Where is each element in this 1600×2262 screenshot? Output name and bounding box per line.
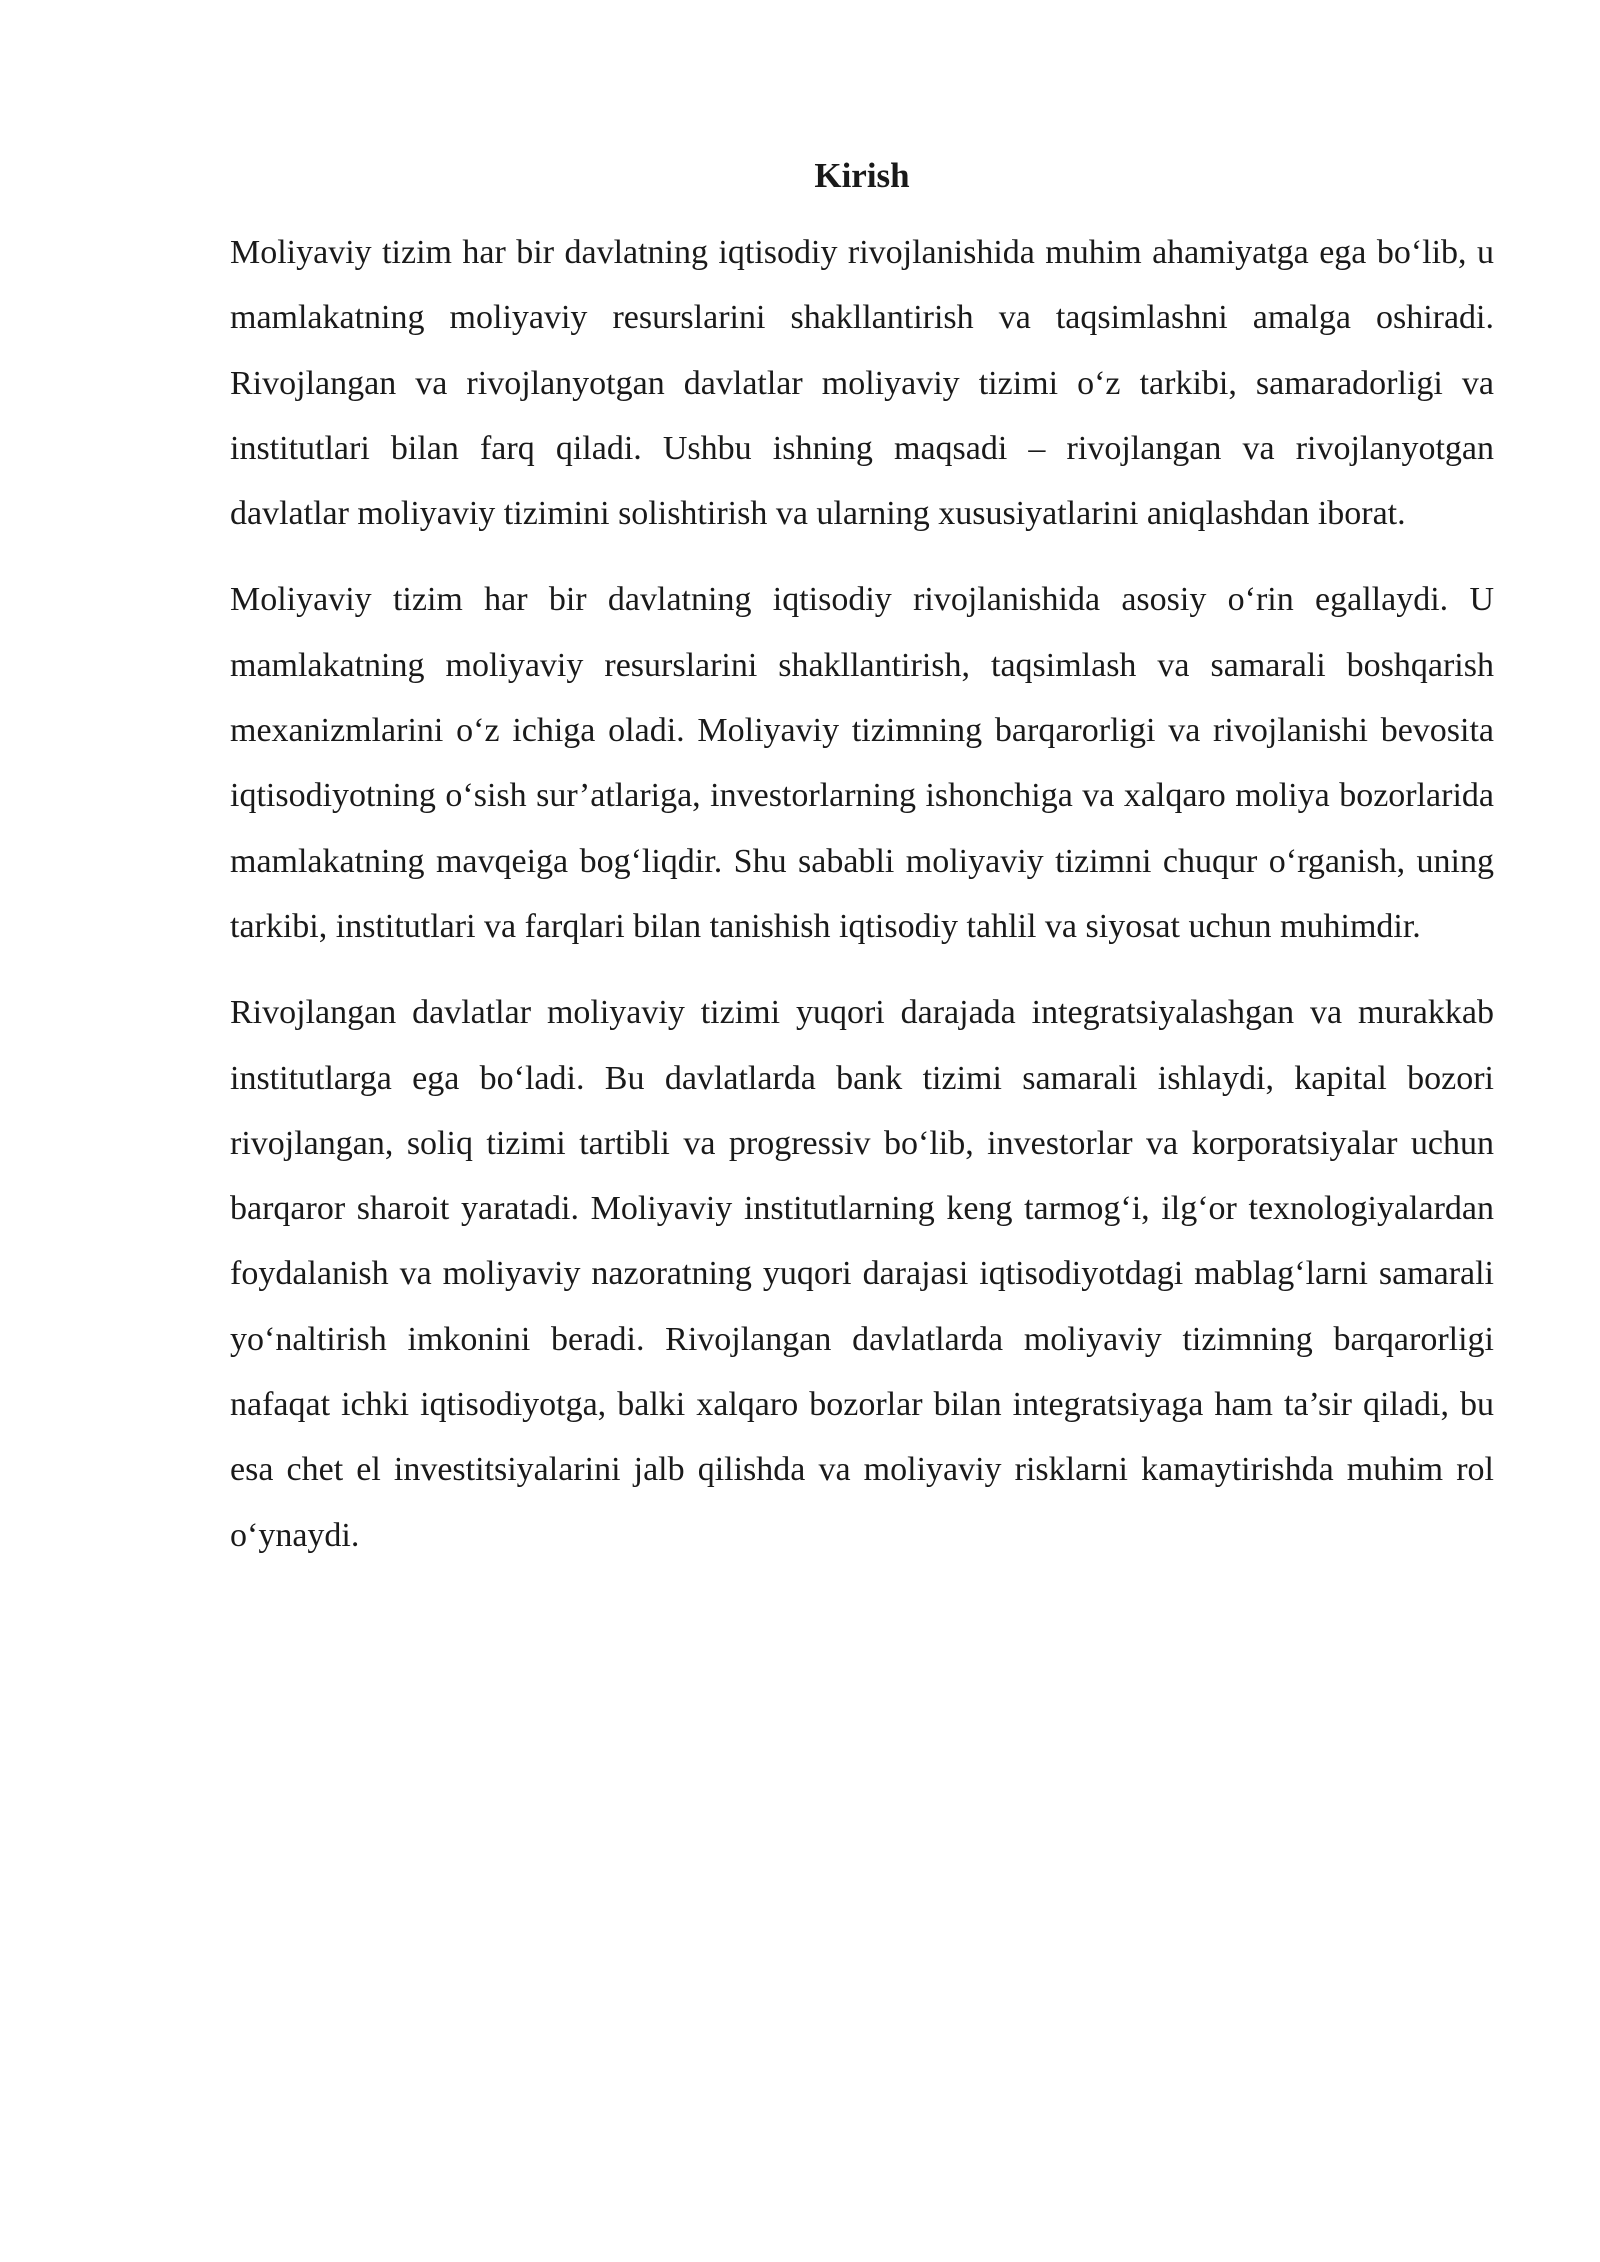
document-body — [230, 148, 1494, 1589]
paragraph-2: Moliyaviy tizim har bir davlatning iqtisodiy rivojlanishida asosiy o‘rin egallaydi. U mamlakatning moliyaviy resurslarini shakllantirish, taqsimlash va samarali boshqarish mexanizmlarini o‘z ichiga oladi. Moliyaviy tizimning barqarorligi va rivojlanishi bevosita iqtisodiyotning o‘sish sur’atlariga, investorlarning ishonchiga va xalqaro moliya bozorlarida mamlakatning mavqeiga bog‘liqdir. Shu sababli moliyaviy tizimni chuqur o‘rganish, uning tarkibi, institutlari va farqlari bilan tanishish iqtisodiy tahlil va siyosat uchun muhimdir. — [230, 581, 1494, 945]
page-title: Kirish — [814, 156, 910, 195]
paragraph-1: Moliyaviy tizim har bir davlatning iqtisodiy rivojlanishida muhim ahamiyatga ega bo‘lib, u mamlakatning moliyaviy resurslarini shakllantirish va taqsimlashni amalga oshiradi. Rivojlangan va rivojlanyotgan davlatlar moliyaviy tizimi o‘z tarkibi, samaradorligi va institutlari bilan farq qiladi. Ushbu ishning maqsadi – rivojlangan va rivojlanyotgan davlatlar moliyaviy tizimini solishtirish va ularning xususiyatlarini aniqlashdan iborat. — [230, 234, 1494, 533]
paragraph-3: Rivojlangan davlatlar moliyaviy tizimi yuqori darajada integratsiyalashgan va murakkab institutlarga ega bo‘ladi. Bu davlatlarda bank tizimi samarali ishlaydi, kapital bozori rivojlangan, soliq tizimi tartibli va progressiv bo‘lib, investorlar va korporatsiyalar uchun barqaror sharoit yaratadi. Moliyaviy institutlarning keng tarmog‘i, ilg‘or texnologiyalardan foydalanish va moliyaviy nazoratning yuqori darajasi iqtisodiyotdagi mablag‘larni samarali yo‘naltirish imkonini beradi. Rivojlangan davlatlarda moliyaviy tizimning barqarorligi nafaqat ichki iqtisodiyotga, balki xalqaro bozorlar bilan integratsiyaga ham ta’sir qiladi, bu esa chet el investitsiyalarini jalb qilishda va moliyaviy risklarni kamaytirishda muhim rol o‘ynaydi. — [230, 994, 1494, 1554]
